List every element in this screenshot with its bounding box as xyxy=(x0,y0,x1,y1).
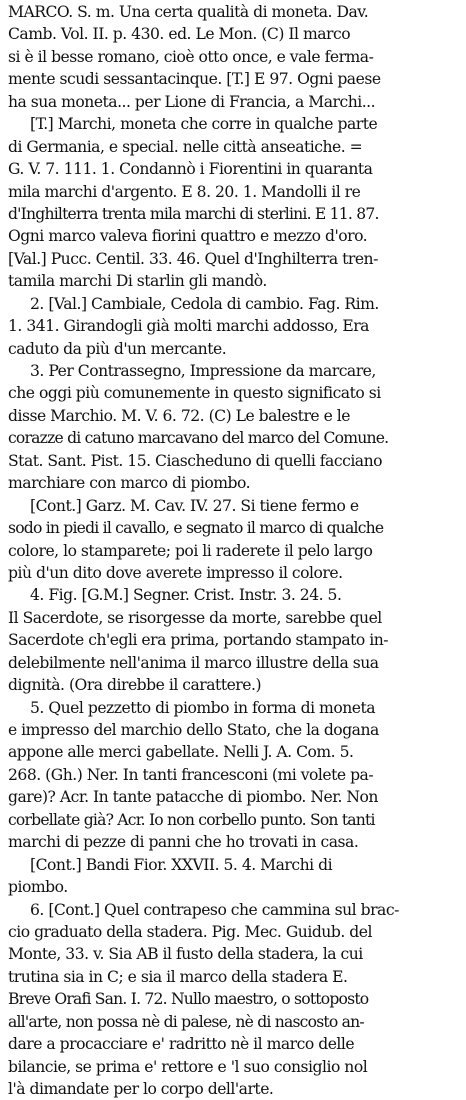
entry-line: dignità. (Ora direbbe il carattere.) xyxy=(8,676,262,695)
entry-line: appone alle merci gabellate. Nelli J. A. Com. 5. xyxy=(8,743,354,762)
entry-line: all'arte, non possa nè di palese, nè di nascosto an- xyxy=(8,1012,364,1031)
entry-line: caduto da più d'un mercante. xyxy=(8,339,227,358)
entry-line: ha sua moneta... per Lione di Francia, a Marchi... xyxy=(8,92,376,111)
entry-line: [Cont.] Bandi Fior. XXVII. 5. 4. Marchi di xyxy=(30,855,333,874)
entry-line: e impresso del marchio dello Stato, che la dogana xyxy=(8,721,379,739)
entry-line: l'à dimandate per lo corpo dell'arte. xyxy=(8,1080,274,1098)
entry-line: MARCO. S. m. Una certa qualità di moneta. Dav. xyxy=(8,3,369,21)
entry-line: Camb. Vol. II. p. 430. ed. Le Mon. (C) Il marco xyxy=(8,25,351,44)
entry-line: [Cont.] Garz. M. Cav. IV. 27. Si tiene fermo e xyxy=(30,496,359,515)
entry-line: [Val.] Pucc. Centil. 33. 46. Quel d'Inghilterra tren- xyxy=(8,249,378,268)
entry-line: mila marchi d'argento. E 8. 20. 1. Mandolli il re xyxy=(8,182,361,201)
entry-line: gare)? Acr. In tante patacche di piombo. Ner. Non xyxy=(8,788,378,807)
entry-line: dare a procacciare e' radritto nè il marco delle xyxy=(8,1035,355,1054)
entry-line: colore, lo stamparete; poi li raderete il pelo largo xyxy=(8,541,373,560)
entry-line: disse Marchio. M. V. 6. 72. (C) Le balestre e le xyxy=(8,406,350,425)
sense-2-line: 2. [Val.] Cambiale, Cedola di cambio. Fag. Rim. xyxy=(30,294,379,313)
entry-line: marchiare con marco di piombo. xyxy=(8,474,251,493)
entry-line: Breve Orafi San. I. 72. Nullo maestro, o sottoposto xyxy=(8,990,369,1009)
entry-line: [T.] Marchi, moneta che corre in qualche parte xyxy=(30,115,378,134)
sense-4-line: 4. Fig. [G.M.] Segner. Crist. Instr. 3. 24. 5. xyxy=(30,586,342,605)
entry-line: mente scudi sessantacinque. [T.] E 97. Ogni paese xyxy=(8,70,381,89)
sense-3-line: 3. Per Contrassegno, Impressione da marcare, xyxy=(30,362,376,380)
sense-6-line: 6. [Cont.] Quel contrapeso che cammina sul brac- xyxy=(30,900,399,919)
entry-line: marchi di pezze di panni che ho trovati in casa. xyxy=(8,833,359,852)
entry-line: 268. (Gh.) Ner. In tanti francesconi (mi volete pa- xyxy=(8,765,374,784)
entry-line: tamila marchi Di starlin gli mandò. xyxy=(8,272,267,291)
entry-line: d'Inghilterra trenta mila marchi di sterlini. E 11. 87. xyxy=(8,204,379,223)
entry-line: Monte, 33. v. Sia AB il fusto della stadera, la cui xyxy=(8,945,363,964)
entry-line: 1. 341. Girandogli già molti marchi addosso, Era xyxy=(8,317,369,336)
entry-line: più d'un dito dove averete impresso il colore. xyxy=(8,563,343,582)
entry-line: Ogni marco valeva fiorini quattro e mezzo d'oro. xyxy=(8,227,368,246)
entry-line: Il Sacerdote, se risorgesse da morte, sarebbe quel xyxy=(8,608,382,627)
entry-line: sodo in piedi il cavallo, e segnato il marco di qualche xyxy=(8,519,384,538)
entry-line: corazze di catuno marcavano del marco del Comune. xyxy=(8,429,389,448)
entry-line: delebilmente nell'anima il marco illustre della sua xyxy=(8,653,379,672)
entry-line: di Germania, e special. nelle città anseatiche. = xyxy=(8,137,363,156)
entry-line: corbellate già? Acr. Io non corbello punto. Son tanti xyxy=(8,810,375,829)
entry-line: cio graduato della stadera. Pig. Mec. Guidub. del xyxy=(8,922,372,941)
entry-line: trutina sia in C; e sia il marco della stadera E. xyxy=(8,967,348,986)
entry-line: bilancie, se prima e' rettore e 'l suo consiglio nol xyxy=(8,1057,368,1076)
entry-line: Stat. Sant. Pist. 15. Ciascheduno di quelli facciano xyxy=(8,451,383,470)
entry-line: si è il besse romano, cioè otto once, e vale ferma- xyxy=(8,47,374,66)
entry-line: che oggi più comunemente in questo significato si xyxy=(8,384,381,403)
entry-line: piombo. xyxy=(8,878,68,897)
sense-5-line: 5. Quel pezzetto di piombo in forma di moneta xyxy=(30,698,376,717)
entry-line: Sacerdote ch'egli era prima, portando stampato in- xyxy=(8,631,389,650)
entry-line: G. V. 7. 111. 1. Condannò i Fiorentini in quaranta xyxy=(8,160,373,179)
